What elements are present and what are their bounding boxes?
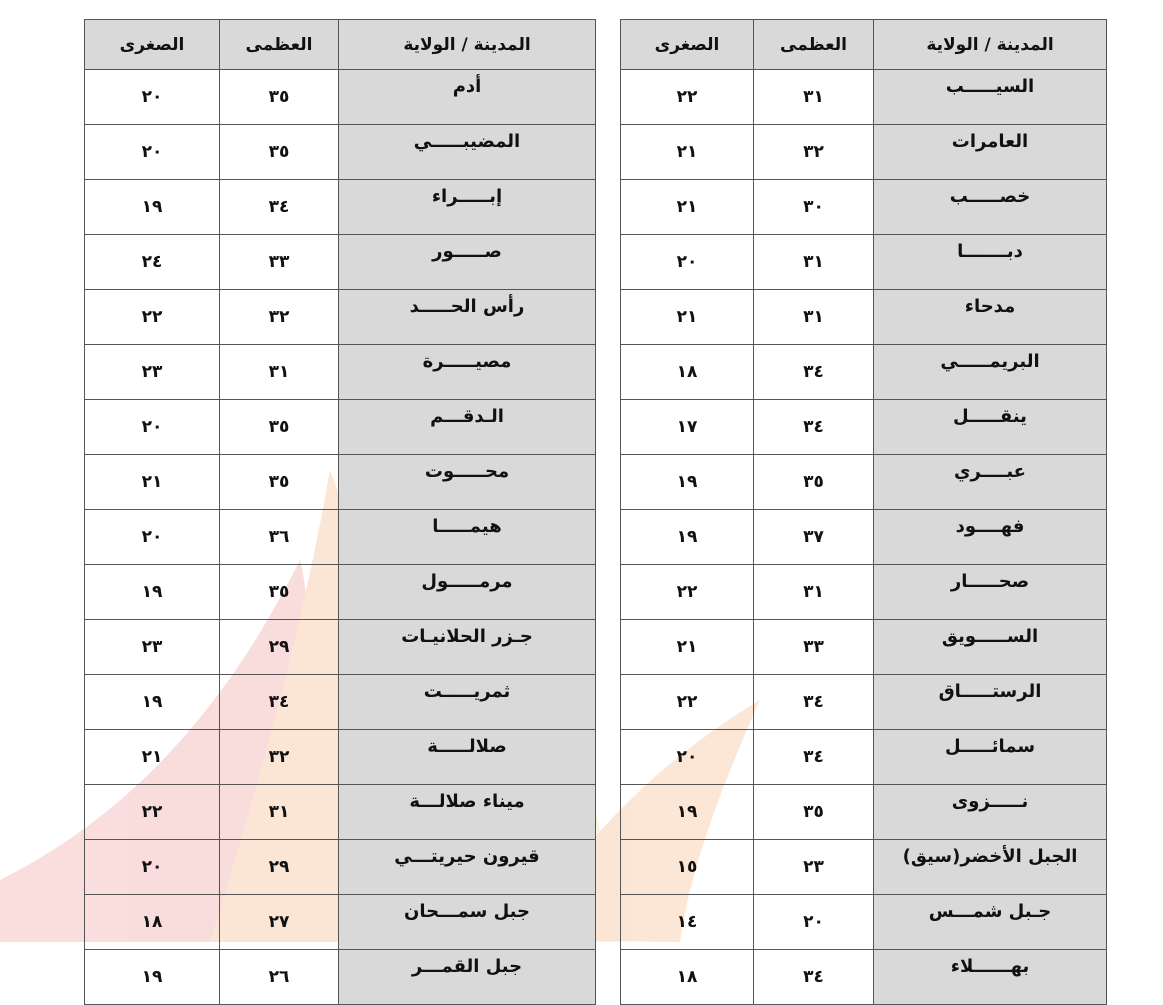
min-temp-cell: ١٩: [621, 510, 754, 565]
city-cell: السيـــــب: [874, 70, 1107, 125]
city-cell: صلالـــــة: [339, 730, 596, 785]
max-temp-cell: ٣٥: [220, 565, 339, 620]
min-temp-cell: ٢١: [621, 125, 754, 180]
table-row: [621, 345, 1107, 400]
max-temp-cell: ٣٥: [220, 70, 339, 125]
min-temp-cell: ٢٠: [85, 840, 220, 895]
city-cell: مرمـــــول: [339, 565, 596, 620]
table-row: [621, 235, 1107, 290]
min-temp-cell: ٢١: [621, 180, 754, 235]
city-cell: جبل القمـــر: [339, 950, 596, 1005]
table-row: [85, 290, 596, 345]
min-temp-cell: ١٩: [621, 455, 754, 510]
max-temp-cell: ٣٣: [220, 235, 339, 290]
max-temp-cell: ٢٧: [220, 895, 339, 950]
max-temp-cell: ٣١: [754, 235, 874, 290]
table-row: [621, 125, 1107, 180]
max-temp-cell: ٣٥: [754, 785, 874, 840]
max-temp-cell: ٢٣: [754, 840, 874, 895]
min-temp-cell: ٢٠: [85, 70, 220, 125]
city-cell: خصـــــب: [874, 180, 1107, 235]
header-min: الصغرى: [621, 20, 754, 70]
max-temp-cell: ٣٥: [220, 125, 339, 180]
max-temp-cell: ٣١: [754, 290, 874, 345]
max-temp-cell: ٣١: [754, 70, 874, 125]
max-temp-cell: ٣١: [754, 565, 874, 620]
table-row: [621, 565, 1107, 620]
header-max: العظمى: [220, 20, 339, 70]
city-cell: ثمريـــــت: [339, 675, 596, 730]
max-temp-cell: ٢٩: [220, 840, 339, 895]
min-temp-cell: ١٩: [85, 180, 220, 235]
min-temp-cell: ١٥: [621, 840, 754, 895]
min-temp-cell: ١٧: [621, 400, 754, 455]
min-temp-cell: ٢١: [85, 455, 220, 510]
table-row: [621, 180, 1107, 235]
header-city: المدينة / الولاية: [339, 20, 596, 70]
min-temp-cell: ٢٣: [85, 620, 220, 675]
min-temp-cell: ٢٢: [621, 70, 754, 125]
temperature-table-right: [620, 19, 1107, 1005]
table-body: [621, 70, 1107, 1005]
city-cell: فهــــود: [874, 510, 1107, 565]
max-temp-cell: ٣١: [220, 345, 339, 400]
min-temp-cell: ٢٠: [85, 125, 220, 180]
city-cell: الجبل الأخضر(سيق): [874, 840, 1107, 895]
city-cell: مصيـــــرة: [339, 345, 596, 400]
city-cell: صـــــور: [339, 235, 596, 290]
city-cell: دبـــــــا: [874, 235, 1107, 290]
city-cell: الرستـــــاق: [874, 675, 1107, 730]
max-temp-cell: ٣٤: [754, 730, 874, 785]
header-max: العظمى: [754, 20, 874, 70]
min-temp-cell: ٢٣: [85, 345, 220, 400]
min-temp-cell: ٢٠: [621, 730, 754, 785]
max-temp-cell: ٣٢: [220, 730, 339, 785]
table-row: [85, 730, 596, 785]
min-temp-cell: ١٩: [85, 950, 220, 1005]
city-cell: البريمـــــي: [874, 345, 1107, 400]
max-temp-cell: ٣٧: [754, 510, 874, 565]
city-cell: المضيبـــــي: [339, 125, 596, 180]
city-cell: قيرون حيريتـــي: [339, 840, 596, 895]
min-temp-cell: ١٩: [85, 675, 220, 730]
min-temp-cell: ١٩: [85, 565, 220, 620]
table-row: [621, 400, 1107, 455]
city-cell: رأس الحـــــد: [339, 290, 596, 345]
max-temp-cell: ٣٥: [220, 455, 339, 510]
min-temp-cell: ٢٠: [621, 235, 754, 290]
city-cell: بهــــــلاء: [874, 950, 1107, 1005]
min-temp-cell: ١٤: [621, 895, 754, 950]
table-body: [85, 70, 596, 1005]
max-temp-cell: ٣٤: [754, 950, 874, 1005]
city-cell: ميناء صلالـــة: [339, 785, 596, 840]
table-row: [85, 345, 596, 400]
city-cell: جـبل شمـــس: [874, 895, 1107, 950]
min-temp-cell: ٢٢: [85, 785, 220, 840]
table-row: [85, 180, 596, 235]
temperature-table-left: [84, 19, 596, 1005]
min-temp-cell: ١٨: [621, 345, 754, 400]
max-temp-cell: ٣٥: [220, 400, 339, 455]
max-temp-cell: ٣١: [220, 785, 339, 840]
table-row: [621, 510, 1107, 565]
table-row: [85, 400, 596, 455]
min-temp-cell: ٢٠: [85, 510, 220, 565]
max-temp-cell: ٢٩: [220, 620, 339, 675]
city-cell: نـــــزوى: [874, 785, 1107, 840]
table-row: [85, 895, 596, 950]
min-temp-cell: ٢٠: [85, 400, 220, 455]
table-row: [621, 675, 1107, 730]
min-temp-cell: ٢٢: [85, 290, 220, 345]
header-row: [85, 20, 596, 70]
min-temp-cell: ٢٢: [621, 565, 754, 620]
city-cell: إبـــــراء: [339, 180, 596, 235]
max-temp-cell: ٣٦: [220, 510, 339, 565]
min-temp-cell: ٢١: [85, 730, 220, 785]
table-row: [85, 785, 596, 840]
table-row: [85, 70, 596, 125]
min-temp-cell: ٢١: [621, 620, 754, 675]
min-temp-cell: ٢١: [621, 290, 754, 345]
max-temp-cell: ٣٥: [754, 455, 874, 510]
city-cell: ينقـــــل: [874, 400, 1107, 455]
city-cell: جبل سمـــحان: [339, 895, 596, 950]
city-cell: صحـــــار: [874, 565, 1107, 620]
max-temp-cell: ٣٤: [220, 675, 339, 730]
min-temp-cell: ٢٢: [621, 675, 754, 730]
city-cell: جـزر الحلانيـات: [339, 620, 596, 675]
city-cell: سمائـــــل: [874, 730, 1107, 785]
max-temp-cell: ٢٦: [220, 950, 339, 1005]
min-temp-cell: ١٨: [85, 895, 220, 950]
max-temp-cell: ٣٢: [220, 290, 339, 345]
table-row: [85, 620, 596, 675]
table-row: [621, 840, 1107, 895]
city-cell: أدم: [339, 70, 596, 125]
min-temp-cell: ١٨: [621, 950, 754, 1005]
table-row: [85, 840, 596, 895]
city-cell: الـدقـــم: [339, 400, 596, 455]
max-temp-cell: ٢٠: [754, 895, 874, 950]
table-row: [85, 565, 596, 620]
table-row: [85, 455, 596, 510]
max-temp-cell: ٣٤: [754, 675, 874, 730]
city-cell: عبــــري: [874, 455, 1107, 510]
city-cell: مدحاء: [874, 290, 1107, 345]
table-row: [85, 235, 596, 290]
city-cell: الســـــويق: [874, 620, 1107, 675]
header-row: [621, 20, 1107, 70]
city-cell: محـــــوت: [339, 455, 596, 510]
city-cell: هيمـــــا: [339, 510, 596, 565]
min-temp-cell: ١٩: [621, 785, 754, 840]
table-row: [621, 950, 1107, 1005]
table-row: [85, 125, 596, 180]
header-min: الصغرى: [85, 20, 220, 70]
table-row: [621, 785, 1107, 840]
max-temp-cell: ٣٠: [754, 180, 874, 235]
table-row: [621, 290, 1107, 345]
table-row: [621, 70, 1107, 125]
table-row: [85, 675, 596, 730]
table-row: [621, 730, 1107, 785]
table-row: [621, 895, 1107, 950]
header-city: المدينة / الولاية: [874, 20, 1107, 70]
table-row: [621, 620, 1107, 675]
max-temp-cell: ٣٢: [754, 125, 874, 180]
max-temp-cell: ٣٣: [754, 620, 874, 675]
min-temp-cell: ٢٤: [85, 235, 220, 290]
table-row: [85, 510, 596, 565]
table-row: [85, 950, 596, 1005]
city-cell: العامرات: [874, 125, 1107, 180]
max-temp-cell: ٣٤: [220, 180, 339, 235]
max-temp-cell: ٣٤: [754, 400, 874, 455]
max-temp-cell: ٣٤: [754, 345, 874, 400]
table-row: [621, 455, 1107, 510]
